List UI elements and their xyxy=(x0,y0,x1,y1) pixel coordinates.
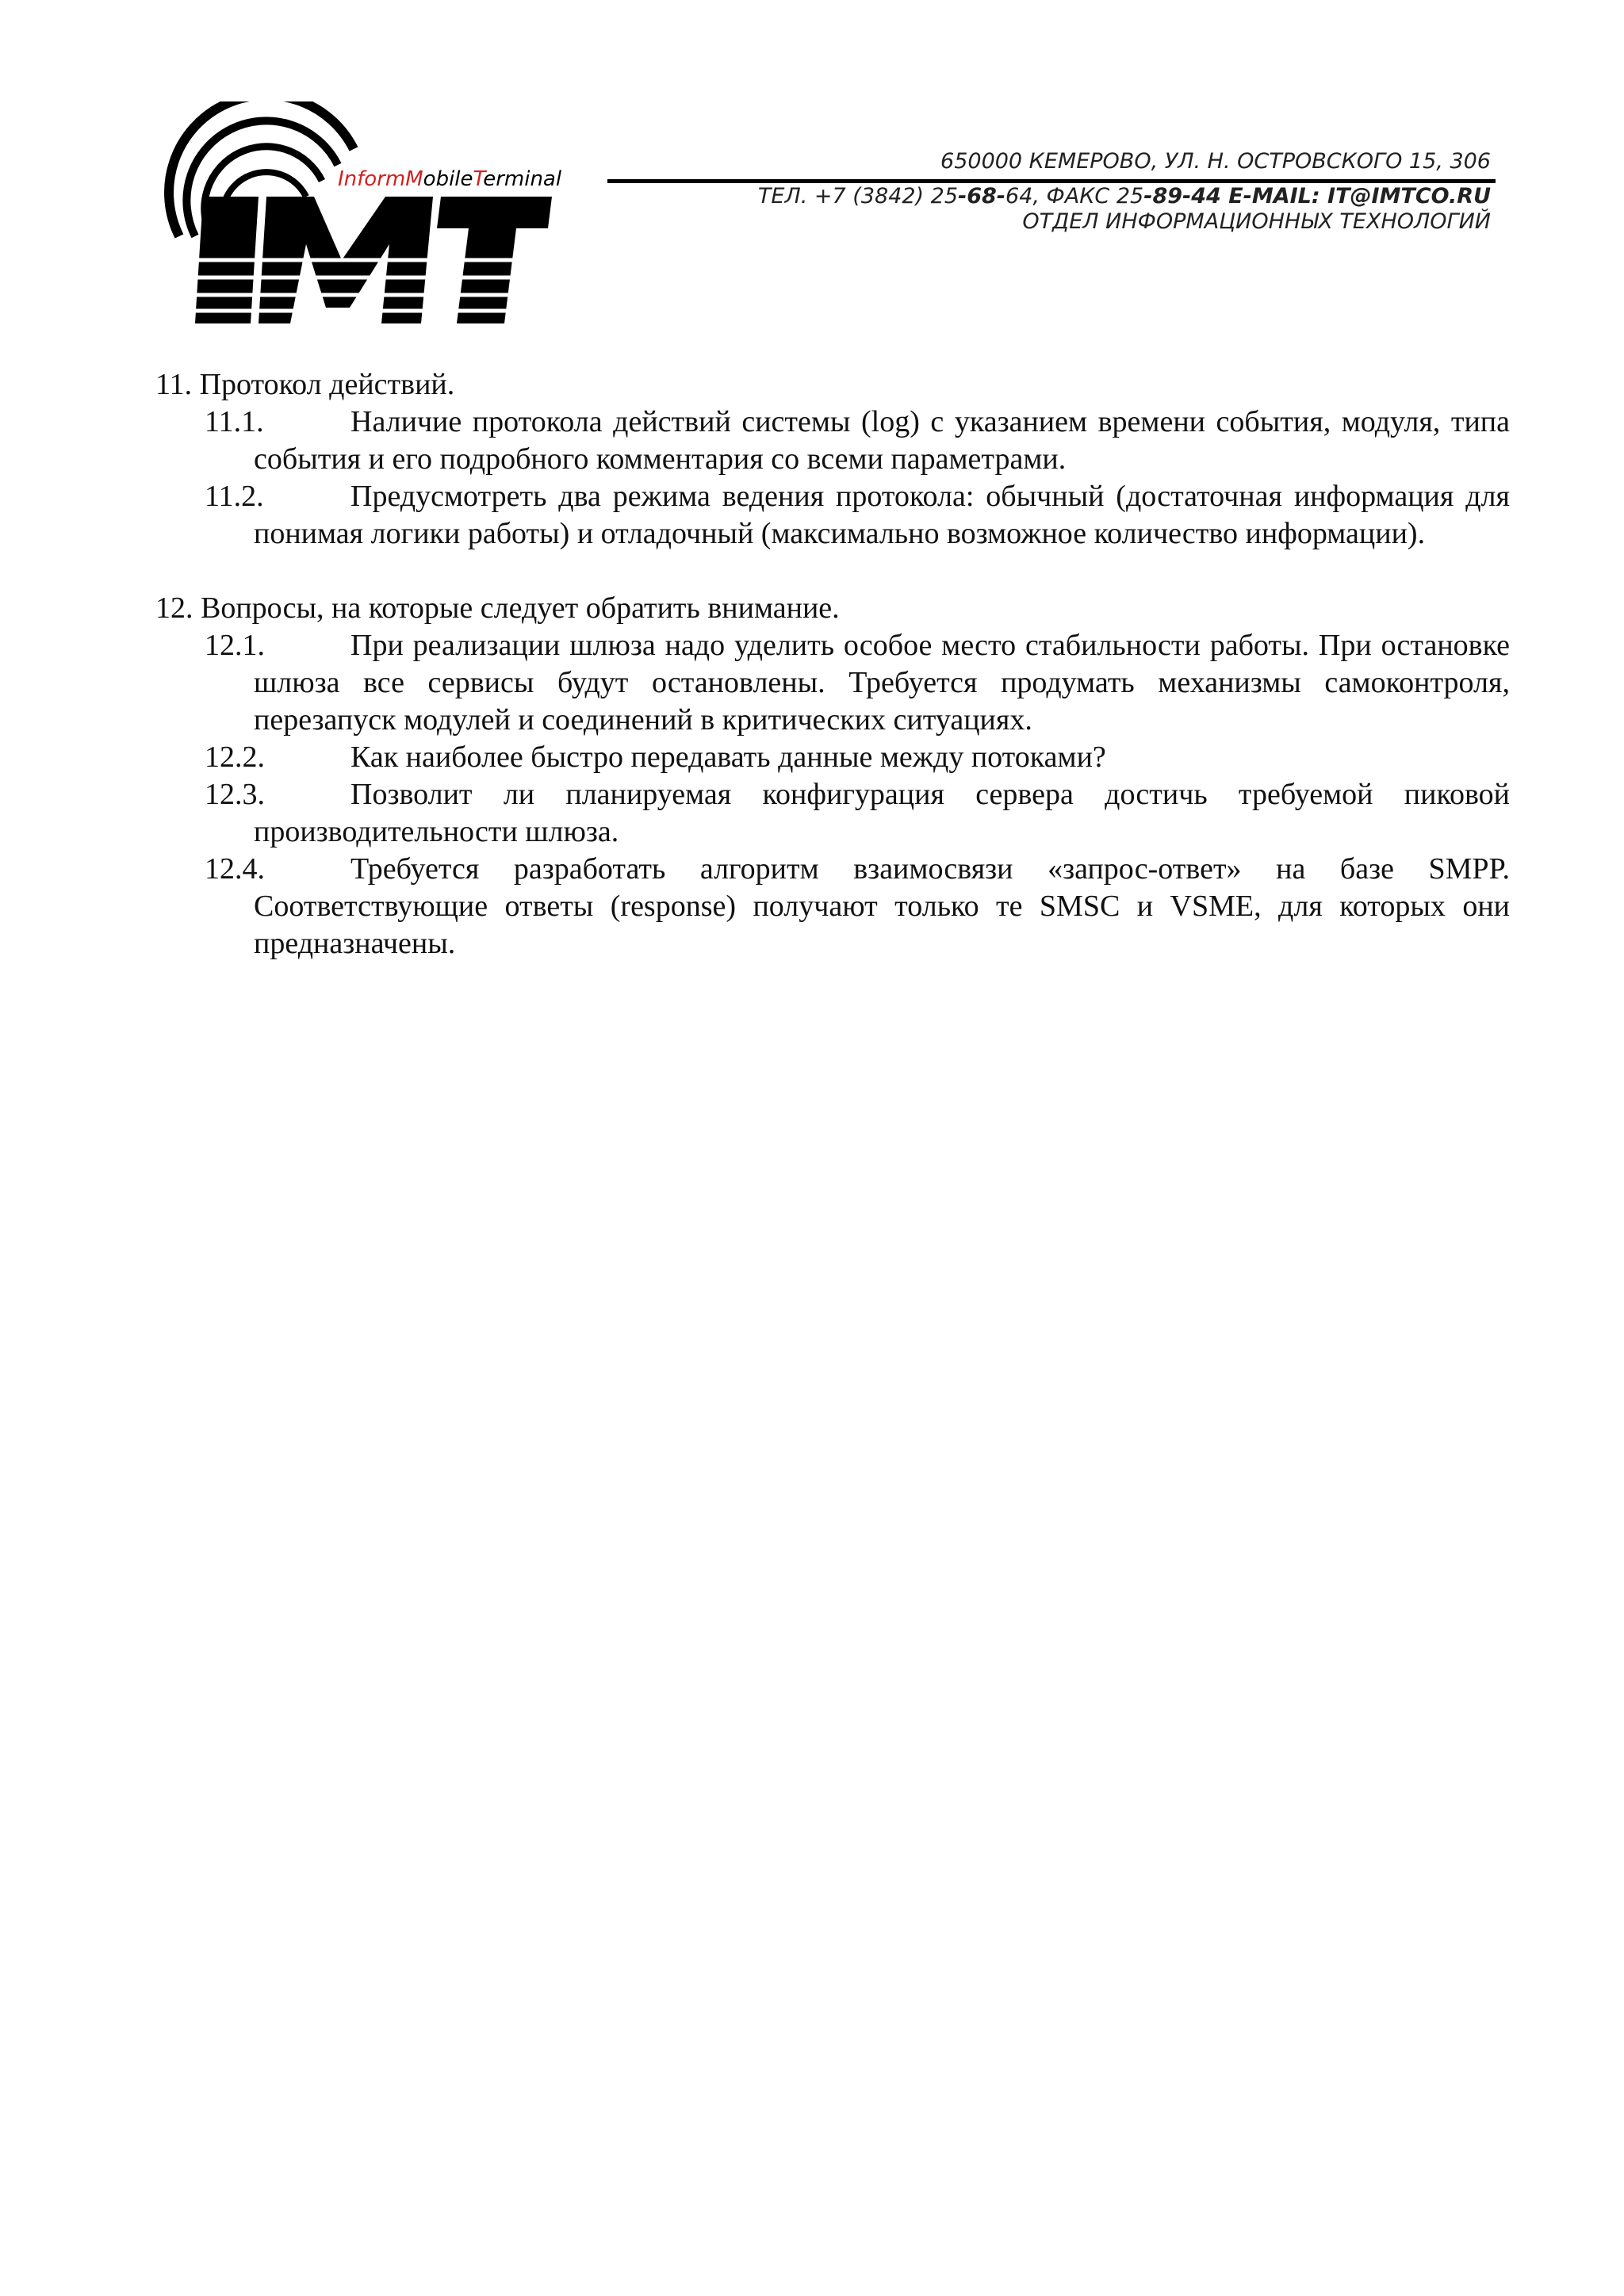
item-number: 12.1. xyxy=(205,629,265,662)
header-address: 650000 КЕМЕРОВО, УЛ. Н. ОСТРОВСКОГО 15, 306 xyxy=(940,149,1491,174)
header-department: ОТДЕЛ ИНФОРМАЦИОННЫХ ТЕХНОЛОГИЙ xyxy=(1022,209,1491,234)
item-number: 12.4. xyxy=(205,852,265,886)
list-item xyxy=(155,404,1510,478)
item-number: 12.2. xyxy=(205,740,265,774)
document-body xyxy=(155,366,1510,1000)
svg-text:InformMobileTerminal: InformMobileTerminal xyxy=(338,167,562,191)
section-11 xyxy=(155,366,1510,553)
section-title: 11. Протокол действий. xyxy=(155,368,455,401)
item-number: 11.1. xyxy=(205,405,264,438)
item-text: Требуется разработать алгоритм взаимосвязи «запрос-ответ» на базе SMPP. Соответствующие ответы (response) получают только те SMSC и VSME, для которых они предназначены. xyxy=(254,852,1510,960)
list-item xyxy=(155,627,1510,739)
header-contact: ТЕЛ. +7 (3842) 25-68-64, ФАКС 25-89-44 E-MAIL: IT@IMTCO.RU xyxy=(757,184,1491,209)
item-number: 12.3. xyxy=(205,778,265,811)
section-12 xyxy=(155,590,1510,962)
section-title: 12. Вопросы, на которые следует обратить внимание. xyxy=(155,591,840,625)
item-number: 11.2. xyxy=(205,480,264,513)
list-item xyxy=(155,776,1510,851)
list-item xyxy=(155,478,1510,553)
header-rule xyxy=(607,179,1496,183)
item-text: При реализации шлюза надо уделить особое место стабильности работы. При остановке шлюза все сервисы будут остановлены. Требуется продумать механизмы самоконтроля, перезапуск модулей и соединений в критических ситуациях. xyxy=(254,629,1510,737)
item-text: Как наиболее быстро передавать данные между потоками? xyxy=(350,740,1106,774)
item-text: Позволит ли планируемая конфигурация сервера достичь требуемой пиковой производительности шлюза. xyxy=(254,778,1510,848)
list-item xyxy=(155,739,1510,776)
company-logo xyxy=(155,101,568,331)
list-item xyxy=(155,851,1510,962)
item-text: Предусмотреть два режима ведения протокола: обычный (достаточная информация для понимая логики работы) и отладочный (максимально возможное количество информации). xyxy=(254,480,1510,550)
item-text: Наличие протокола действий системы (log) с указанием времени события, модуля, типа события и его подробного комментария со всеми параметрами. xyxy=(254,405,1510,476)
